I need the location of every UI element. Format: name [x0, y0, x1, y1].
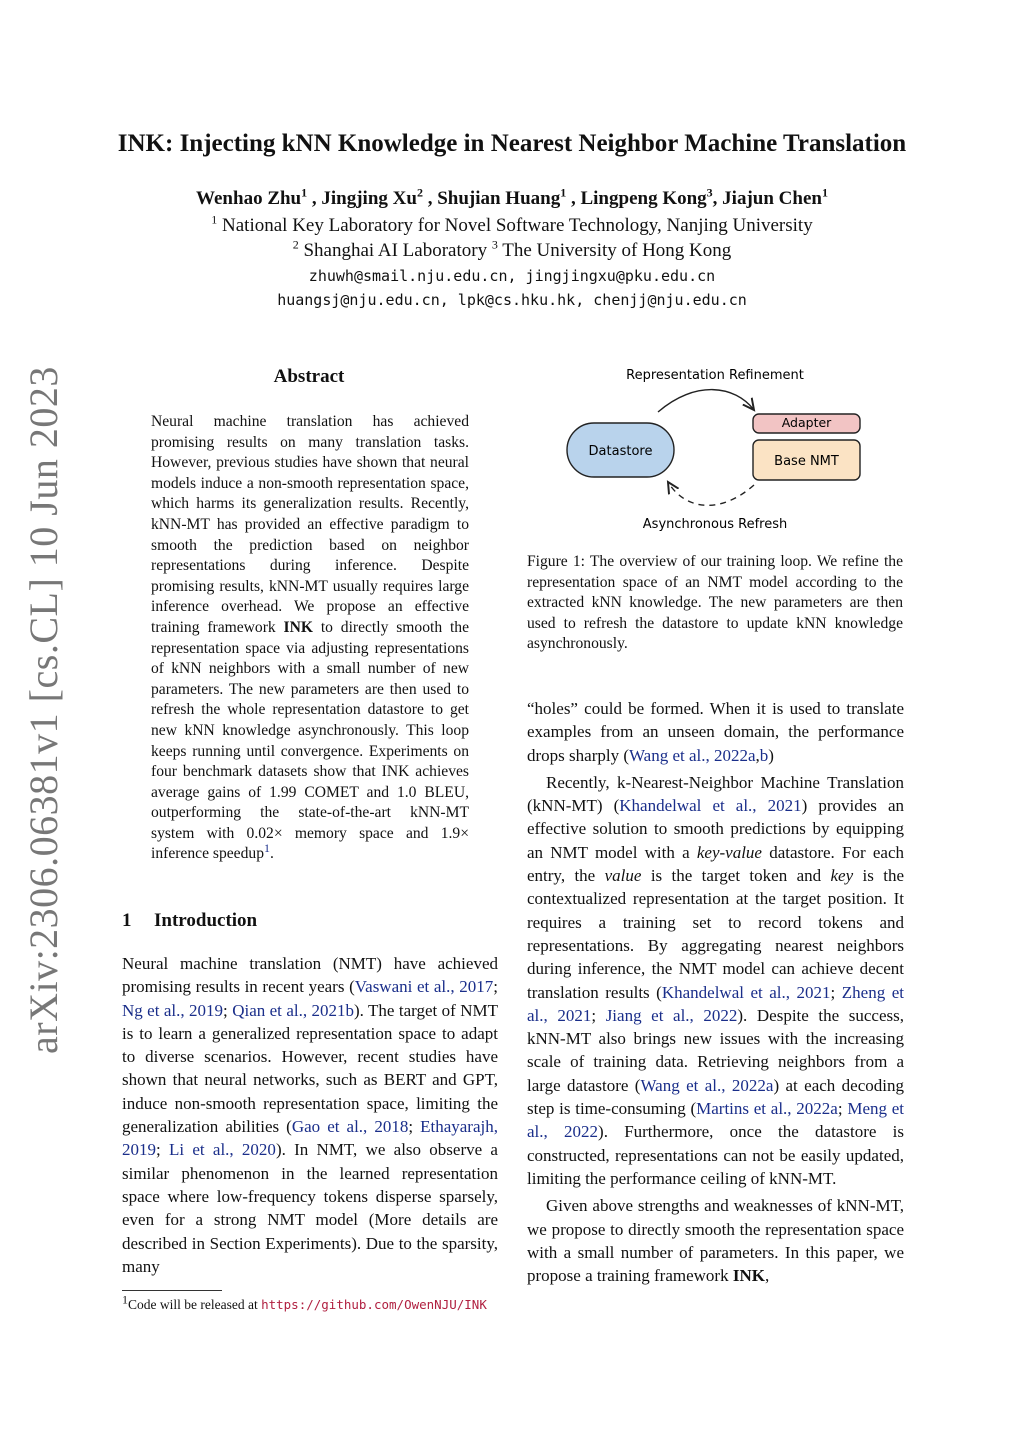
body-text: ,	[764, 1266, 770, 1286]
body-text: ;	[156, 1140, 169, 1160]
footnote-link[interactable]: 1	[264, 841, 270, 856]
citation-link[interactable]: Ng et al., 2019	[122, 1000, 224, 1020]
body-text: ;	[830, 982, 842, 1002]
citation-link[interactable]: Zheng et al., 2021	[527, 982, 904, 1025]
affiliation-mark: 2	[416, 185, 423, 200]
github-link[interactable]: https://github.com/OwenNJU/INK	[261, 1297, 487, 1312]
arxiv-identifier: arXiv:2306.06381v1 [cs.CL] 10 Jun 2023	[21, 366, 66, 1054]
body-text: “holes” could be formed. When it is used to translate examples from an unseen domain, the performance drops sharply (	[527, 699, 904, 765]
figure-caption: Figure 1: The overview of our training loop. We refine the representation space of an NMT model according to the extracted kNN knowledge. The new parameters are then used to refresh the datastore to update kNN knowledge asynchronously.	[527, 553, 903, 652]
citation-link[interactable]: Wang et al., 2022a	[640, 1075, 774, 1095]
citation-link[interactable]: Li et al., 2020	[169, 1140, 276, 1160]
author-list: Wenhao Zhu$^1$ , Jingjing Xu$^2$ , Shujian Huang$^1$ , Lingpeng Kong$^3$, Jiajun Chen$^1$	[196, 185, 828, 209]
refresh-arrow	[668, 482, 754, 505]
affiliation-text: The University of Hong Kong	[502, 240, 732, 261]
paragraph	[527, 697, 904, 767]
refinement-arrow	[658, 390, 754, 412]
affiliation-mark: 2	[292, 237, 299, 252]
citation-link[interactable]: Jiang et al., 2022	[605, 1005, 738, 1025]
abstract-text: Neural machine translation has achieved promising results on many translation tasks. However, previous studies have shown that neural models induce a non-smooth representation space, which harms its generalization results. Recently, kNN-MT has provided an effective paradigm to smooth the prediction based on neighbor representations during inference. Despite promising results, kNN-MT usually requires large inference overhead. We propose an effective training framework	[151, 413, 469, 636]
abstract-body	[151, 412, 469, 865]
body-text: ;	[591, 1005, 606, 1025]
body-text: datastore. For each entry, the	[527, 842, 904, 886]
datastore-label: Datastore	[588, 444, 653, 459]
affiliation-mark: 1	[211, 212, 218, 227]
citation-link[interactable]: Qian et al., 2021b	[232, 1000, 354, 1020]
affiliation-line	[0, 212, 1024, 237]
footnote-text: Code will be released at	[128, 1297, 262, 1312]
affiliation-mark: 3	[706, 185, 713, 200]
right-column-text	[527, 697, 904, 1287]
citation-link[interactable]: Gao et al., 2018	[291, 1117, 409, 1137]
body-text: is the contextualized representation at the target position. It requires a training set to record tokens and representations. By aggregating nearest neighbors during inference, the NMT model can achieve decent translation results (	[527, 866, 904, 1002]
figure-label-top: Representation Refinement	[626, 368, 804, 383]
paragraph	[527, 1194, 904, 1287]
author-name: Lingpeng Kong	[580, 188, 707, 209]
body-text: is the target token and	[641, 866, 831, 886]
bold-term: INK	[732, 1266, 765, 1286]
abstract-heading: Abstract	[273, 366, 345, 387]
author-name: Jingjing Xu	[321, 188, 417, 209]
section-heading	[122, 910, 257, 932]
body-text: ). Furthermore, once the datastore is constructed, representations can not be easily updated, limiting the performance ceiling of kNN-MT.	[527, 1122, 904, 1188]
section-number: 1	[122, 910, 132, 931]
body-text: ;	[493, 977, 499, 997]
abstract-text: to directly smooth the representation space via adjusting representations of kNN neighbors with a small number of new parameters. The new parameters are then used to refresh the whole representation datastore to get new kNN knowledge asynchronously. This loop keeps running until convergence. Experiments on four benchmark datasets show that INK achieves average gains of 1.99 COMET and 1.0 BLEU, outperforming the state-of-the-art kNN-MT system with 0.02× memory space and 1.9× inference speedup	[151, 618, 469, 863]
body-text: Recently, k-Nearest-Neighbor Machine Translation (kNN-MT) (	[527, 772, 904, 816]
body-text: )	[768, 745, 774, 765]
email-line: huangsj@nju.edu.cn, lpk@cs.hku.hk, chenjj@nju.edu.cn	[277, 291, 747, 309]
body-text: ). In NMT, we also observe a similar phenomenon in the learned representation space where low-frequency tokens disperse sparsely, even for a strong NMT model (More details are described in Section Experiments). Due to the sparsity, many	[122, 1140, 498, 1276]
body-text: ;	[837, 1099, 848, 1119]
body-text: ). Despite the success, kNN-MT also brings new issues with the increasing scale of training data. Retrieving neighbors from a large datastore (	[527, 1005, 905, 1095]
citation-link[interactable]: Vaswani et al., 2017	[354, 977, 494, 997]
body-text: ;	[223, 1000, 233, 1020]
body-text: Neural machine translation (NMT) have achieved promising results in recent years (	[122, 954, 498, 997]
footnote-rule	[122, 1290, 222, 1291]
training-loop-figure	[540, 360, 880, 545]
affiliation-mark: 3	[491, 237, 498, 252]
paper-title: INK: Injecting kNN Knowledge in Nearest Neighbor Machine Translation	[117, 130, 907, 157]
base-nmt-label: Base NMT	[774, 454, 839, 469]
section-title: Introduction	[154, 910, 258, 931]
italic-term: value	[604, 866, 642, 886]
body-text: Given above strengths and weaknesses of kNN-MT, we propose to directly smooth the representation space with a small number of parameters. In this paper, we propose a training framework	[527, 1196, 904, 1286]
paragraph	[527, 771, 904, 1190]
citation-link[interactable]: Ethayarajh, 2019	[122, 1117, 498, 1160]
abstract-ink-bold: INK	[283, 618, 314, 636]
footnote-mark: 1	[122, 1292, 128, 1307]
author-name: Shujian Huang	[437, 188, 561, 209]
body-text: ,	[755, 745, 760, 765]
citation-link[interactable]: b	[759, 745, 769, 765]
citation-link[interactable]: Khandelwal et al., 2021	[661, 982, 831, 1002]
italic-term: key-value	[696, 842, 762, 862]
citation-link[interactable]: Meng et al., 2022	[527, 1099, 905, 1142]
affiliation-mark: 1	[301, 185, 308, 200]
footnote	[122, 1292, 498, 1314]
citation-link[interactable]: Khandelwal et al., 2021	[619, 796, 802, 816]
citation-link[interactable]: Martins et al., 2022a	[696, 1099, 838, 1119]
affiliation-line	[0, 237, 1024, 262]
body-text: ;	[408, 1117, 421, 1137]
email-line: zhuwh@smail.nju.edu.cn, jingjingxu@pku.edu.cn	[308, 267, 716, 285]
affiliation-mark: 1	[560, 185, 567, 200]
affiliation-text: Shanghai AI Laboratory	[303, 240, 488, 261]
affiliation-text: National Key Laboratory for Novel Software Technology, Nanjing University	[222, 215, 813, 236]
citation-link[interactable]: Wang et al., 2022a	[628, 745, 756, 765]
introduction-paragraph	[122, 952, 498, 1278]
author-name: Jiajun Chen	[722, 188, 822, 209]
italic-term: key	[830, 866, 854, 886]
author-name: Wenhao Zhu	[196, 188, 302, 209]
affiliation-mark: 1	[821, 185, 828, 200]
adapter-label: Adapter	[781, 415, 832, 430]
body-text: ). The target of NMT is to learn a generalized representation space to adapt to diverse scenarios. However, recent studies have shown that neural networks, such as BERT and GPT, induce non-smooth representation space, limiting the generalization abilities (	[122, 1000, 498, 1137]
body-text: ) provides an effective solution to smooth predictions by equipping an NMT model with a	[527, 796, 904, 862]
abstract-text: .	[270, 845, 274, 863]
figure-label-bottom: Asynchronous Refresh	[642, 517, 788, 532]
body-text: ) at each decoding step is time-consuming (	[527, 1075, 904, 1119]
